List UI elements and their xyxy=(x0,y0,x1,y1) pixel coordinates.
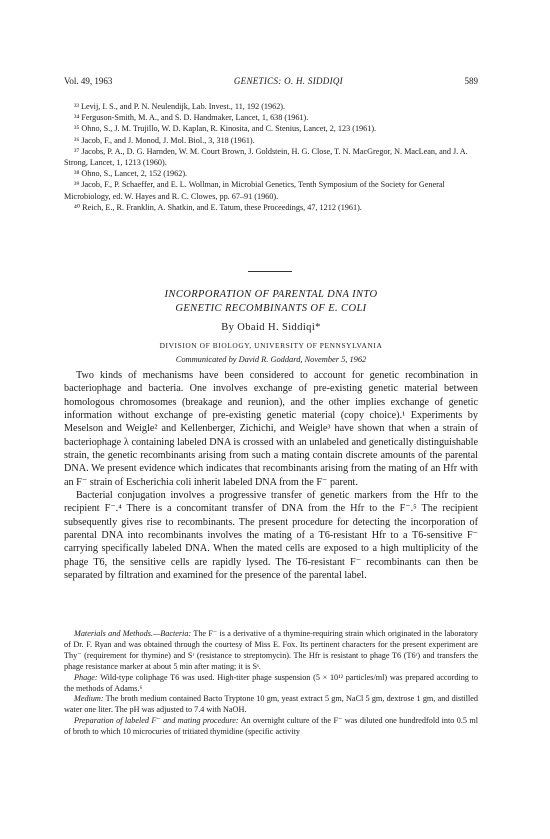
running-title: GENETICS: O. H. SIDDIQI xyxy=(233,76,343,86)
communicated-line: Communicated by David R. Goddard, November 5, 1962 xyxy=(175,355,367,364)
methods-phage-text: Wild-type coliphage T6 was used. High-titer phage suspension (5 × 10¹² particles/ml) was prepared according to the methods of Adams.⁶ xyxy=(64,672,478,693)
reference-33: ³³ Levij, I. S., and P. N. Neulendijk, Lab. Invest., 11, 192 (1962). xyxy=(74,102,286,111)
methods-bacteria-heading: Materials and Methods.—Bacteria: xyxy=(74,629,192,638)
methods-medium-text: The broth medium contained Bacto Tryptone 10 gm, yeast extract 5 gm, NaCl 5 gm, dextrose 1 gm, and distilled water one liter. The pH was adjusted to 7.4 with NaOH. xyxy=(64,694,478,715)
section-divider xyxy=(248,271,292,272)
methods-preparation-heading: Preparation of labeled F⁻ and mating procedure: xyxy=(74,716,239,726)
page-number: 589 xyxy=(464,76,478,86)
reference-39: ³⁹ Jacob, F., P. Schaeffer, and E. L. Wollman, in Microbial Genetics, Tenth Symposium of the Society for General Microbiology, ed. W. Hayes and R. C. Clowes, pp. 67–91 (1960). xyxy=(64,180,445,201)
reference-35: ³⁵ Ohno, S., J. M. Trujillo, W. D. Kaplan, R. Kinosita, and C. Stenius, Lancet, 2, 123 (1961). xyxy=(74,124,377,134)
reference-38: ³⁸ Ohno, S., Lancet, 2, 152 (1962). xyxy=(74,169,188,179)
article-title-line-1: INCORPORATION OF PARENTAL DNA INTO xyxy=(164,289,378,300)
reference-37: ³⁷ Jacobs, P. A., D. G. Harnden, W. M. Court Brown, J. Goldstein, H. G. Close, T. N. MacGregor, N. MacLean, and J. A. Strong, Lancet, 1, 1213 (1960). xyxy=(64,146,468,168)
reference-40: ⁴⁰ Reich, E., R. Franklin, A. Shatkin, and E. Tatum, these Proceedings, 47, 1212 (1961). xyxy=(74,202,362,212)
reference-34: ³⁴ Ferguson-Smith, M. A., and S. D. Handmaker, Lancet, 1, 638 (1961). xyxy=(74,113,309,123)
methods-preparation xyxy=(64,716,478,738)
author-byline: By Obaid H. Siddiqi* xyxy=(221,322,321,333)
article-title xyxy=(64,288,478,316)
methods-bacteria xyxy=(64,629,478,673)
running-header xyxy=(64,76,478,86)
methods-medium-heading: Medium: xyxy=(74,694,104,704)
methods-section xyxy=(64,629,478,738)
methods-bacteria-text: The F⁻ is a derivative of a thymine-requiring strain which originated in the laboratory of Dr. F. Ryan and was obtained through the courtesy of Miss E. Fox. Its pertinent characters for the present experiment are Thy⁻ (requirement for thymine) and Sʳ (resistance to streptomycin). The Hfr is resistant to phage T6 (T6ʳ) and transfers the phage resistance marker at about 5 min after mating; it is Sˢ. xyxy=(64,629,479,671)
reference-36: ³⁶ Jacob, F., and J. Monod, J. Mol. Biol., 3, 318 (1961). xyxy=(74,135,255,145)
body-paragraph-1: Two kinds of mechanisms have been considered to account for genetic recombination in bacteriophage and bacteria. One involves exchange of pre-existing genetic material between homologous chromosomes (breakage and reunion), and the other implies exchange of genetic information without exchange of pre-existing genetic material (copy choice).¹ Experiments by Meselson and Weigle² and Kellenberger, Zichichi, and Weigle³ have shown that when a strain of bacteriophage λ containing labeled DNA is crossed with an unlabeled and genetically distinguishable strain, the genetic recombinants arising from such a mating contain discrete amounts of the parental DNA. We present evidence which indicates that recombinants arising from the mating of an Hfr with an F⁻ strain of Escherichia coli inherit labeled DNA from the F⁻ parent. xyxy=(64,370,478,488)
methods-preparation-text: An overnight culture of the F⁻ was diluted one hundredfold into 0.5 ml of broth to which 10 microcuries of tritiated thymidine (specific activity xyxy=(64,716,478,737)
article-title-line-2: GENETIC RECOMBINANTS OF E. COLI xyxy=(175,303,367,314)
article-body xyxy=(64,369,478,583)
reference-list xyxy=(64,101,478,213)
author-affiliation: DIVISION OF BIOLOGY, UNIVERSITY OF PENNSYLVANIA xyxy=(159,341,383,350)
body-paragraph-2: Bacterial conjugation involves a progressive transfer of genetic markers from the Hfr to the recipient F⁻.⁴ There is a concomitant transfer of DNA from the Hfr to the F⁻.⁵ The recipient subsequently gives rise to recombinants. The present procedure for detecting the incorporation of parental DNA into recombinants involves the mating of a T6-resistant Hfr to a T6-sensitive F⁻ carrying specifically labeled DNA. When the mated cells are exposed to a high multiplicity of the phage T6, the sensitive cells are rapidly lysed. The T6-resistant F⁻ recombinants can then be separated by filtration and examined for the presence of the parental label. xyxy=(64,490,478,582)
methods-phage-heading: Phage: xyxy=(74,672,98,682)
volume-label: Vol. 49, 1963 xyxy=(64,76,113,86)
methods-phage xyxy=(64,673,478,695)
methods-medium xyxy=(64,694,478,716)
